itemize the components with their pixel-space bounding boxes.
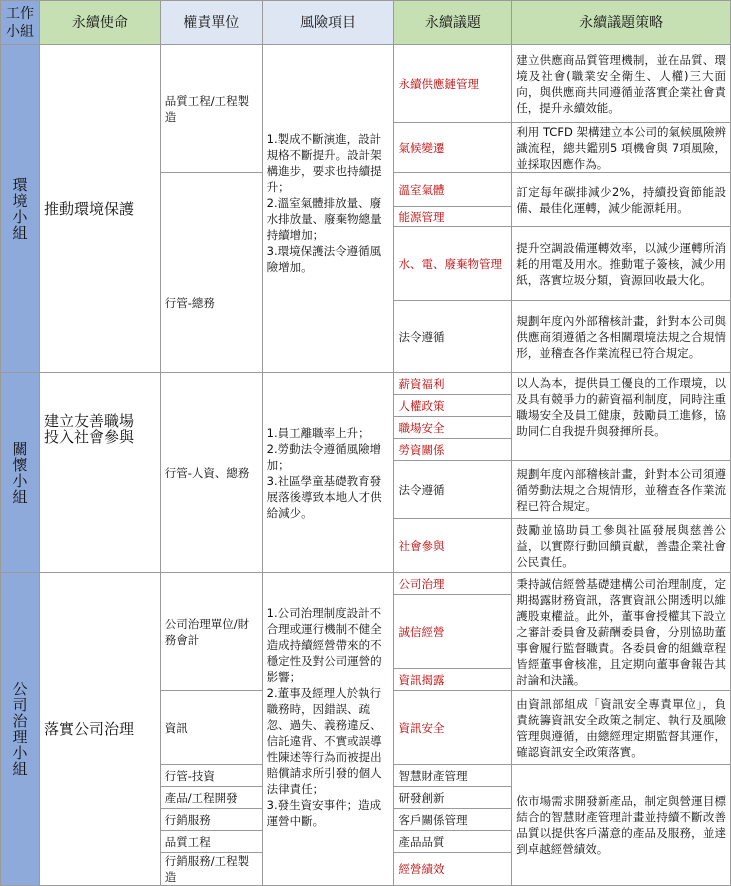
gov-topic-infosec: 資訊安全 [394, 691, 512, 765]
gov-dept-quality: 品質工程 [160, 831, 262, 853]
header-row [1, 1, 731, 45]
gov-topic-governance: 公司治理 [394, 573, 512, 595]
env-dept-admin: 行管-總務 [160, 173, 262, 373]
gov-topic-quality: 產品品質 [394, 831, 512, 853]
env-strategy-supply-chain: 建立供應商品質管理機制，並在品質、環境及社會(職業安全衛生、人權)三大面向，與供應商共同遵循並落實企業社會責任，提升永續效能。 [512, 45, 731, 123]
gov-dept-marketing-mfg: 行銷服務/工程製造 [160, 853, 262, 886]
env-group-cell: 環境 小組 [1, 45, 40, 373]
env-strategy-energy: 訂定每年碳排減少2%，持續投資節能設備、最佳化運轉，減少能源耗用。 [512, 173, 731, 227]
care-group-cell: 關懷 小組 [1, 373, 40, 573]
care-strategy-compliance: 規劃年度內部稽核計畫，針對本公司須遵循勞動法規之合規情形，並稽查各作業流程已符合規定。 [512, 461, 731, 519]
gov-strategy-infosec: 由資訊部組成「資訊安全專責單位」，負責統籌資訊安全政策之制定、執行及風險管理與遵循，由總經理定期監督其運作，確認資訊安全政策落實。 [512, 691, 731, 765]
gov-mission: 落實公司治理 [39, 573, 160, 886]
care-dept: 行管-人資、總務 [160, 373, 262, 573]
care-strategy-social: 鼓勵並協助員工參與社區發展與慈善公益，以實際行動回饋貢獻，善盡企業社會公民責任。 [512, 519, 731, 573]
gov-topic-rd: 研發創新 [394, 787, 512, 809]
env-strategy-water: 提升空調設備運轉效率，以減少運轉所消耗的用電及用水。推動電子簽核，減少用紙，落實垃圾分類，資源回收最大化。 [512, 227, 731, 301]
care-topic-labor: 勞資關係 [394, 439, 512, 461]
gov-dept-product-dev: 產品/工程開發 [160, 787, 262, 809]
header-dept: 權責單位 [160, 1, 262, 45]
env-strategy-compliance: 規劃年度內外部稽核計畫，針對本公司與供應商須遵循之各相關環境法規之合規情形，並稽查各作業流程已符合規定。 [512, 301, 731, 373]
gov-topic-performance: 經營績效 [394, 853, 512, 886]
gov-risk: 1.公司治理制度設計不合理或運行機制不健全造成持續經營帶來的不穩定性及對公司運營的影響； 2.董事及經理人於執行職務時，因錯誤、疏忽、過失、義務違反、信託違背、不實或誤導性陳述等行為而被提出賠償請求所引發的個人法律責任； 3.發生資安事件；造成運營中斷。 [262, 573, 394, 886]
gov-dept-governance: 公司治理單位/財務會計 [160, 573, 262, 691]
gov-topic-integrity: 誠信經營 [394, 595, 512, 669]
care-row-1 [1, 373, 731, 395]
gov-dept-marketing: 行銷服務 [160, 809, 262, 831]
gov-strategy-governance: 秉持誠信經營基礎建構公司治理制度，定期揭露財務資訊，落實資訊公開透明以維護股東權益。此外，董事會授權其下設立之審計委員會及薪酬委員會，分別協助董事會履行監督職責。各委員會的組織章程皆經董事會核准，且定期向董事會報告其討論和決議。 [512, 573, 731, 691]
gov-row-1 [1, 573, 731, 595]
env-dept-quality: 品質工程/工程製造 [160, 45, 262, 173]
gov-topic-disclosure: 資訊揭露 [394, 669, 512, 691]
env-topic-ghg: 溫室氣體 [394, 173, 512, 207]
care-topic-safety: 職場安全 [394, 417, 512, 439]
header-topic: 永續議題 [394, 1, 512, 45]
header-strategy: 永續議題策略 [512, 1, 731, 45]
gov-dept-tech: 行管-技資 [160, 765, 262, 787]
env-topic-water: 水、電、廢棄物管理 [394, 227, 512, 301]
env-topic-climate: 氣候變遷 [394, 123, 512, 173]
care-strategy-people: 以人為本，提供員工優良的工作環境，以及具有競爭力的薪資福利制度，同時注重職場安全及員工健康，鼓勵員工進修，協助同仁自我提升與發揮所長。 [512, 373, 731, 461]
env-topic-compliance: 法令遵循 [394, 301, 512, 373]
care-topic-social: 社會參與 [394, 519, 512, 573]
care-topic-human-rights: 人權政策 [394, 395, 512, 417]
env-mission: 推動環境保護 [39, 45, 160, 373]
header-mission: 永續使命 [39, 1, 160, 45]
gov-topic-ip: 智慧財產管理 [394, 765, 512, 787]
env-strategy-climate: 利用 TCFD 架構建立本公司的氣候風險辨識流程，總共鑑別5 項機會與 7項風險，並採取因應作為。 [512, 123, 731, 173]
header-group: 工作 小組 [1, 1, 40, 45]
header-risk: 風險項目 [262, 1, 394, 45]
env-topic-energy: 能源管理 [394, 207, 512, 227]
care-topic-compliance: 法令遵循 [394, 461, 512, 519]
gov-group-cell: 公司 治理 小組 [1, 573, 40, 886]
env-row-1 [1, 45, 731, 123]
gov-topic-crm: 客戶關係管理 [394, 809, 512, 831]
care-risk: 1.員工離職率上升； 2.勞動法令遵循風險增加； 3.社區學童基礎教育發展落後導致本地人才供給減少。 [262, 373, 394, 573]
care-mission: 建立友善職場 投入社會參與 [39, 373, 160, 573]
env-risk: 1.製成不斷演進，設計規格不斷提升。設計架構進步，要求也持續提升； 2.溫室氣體排放量、廢水排放量、廢棄物總量持續增加； 3.環境保護法令遵循風險增加。 [262, 45, 394, 373]
care-topic-salary: 薪資福利 [394, 373, 512, 395]
gov-strategy-product: 依市場需求開發新產品，制定與營運目標結合的智慧財產管理計畫並持續不斷改善品質以提供客戶滿意的產品及服務，並達到卓越經營績效。 [512, 765, 731, 886]
env-topic-supply-chain: 永續供應鏈管理 [394, 45, 512, 123]
gov-dept-it: 資訊 [160, 691, 262, 765]
